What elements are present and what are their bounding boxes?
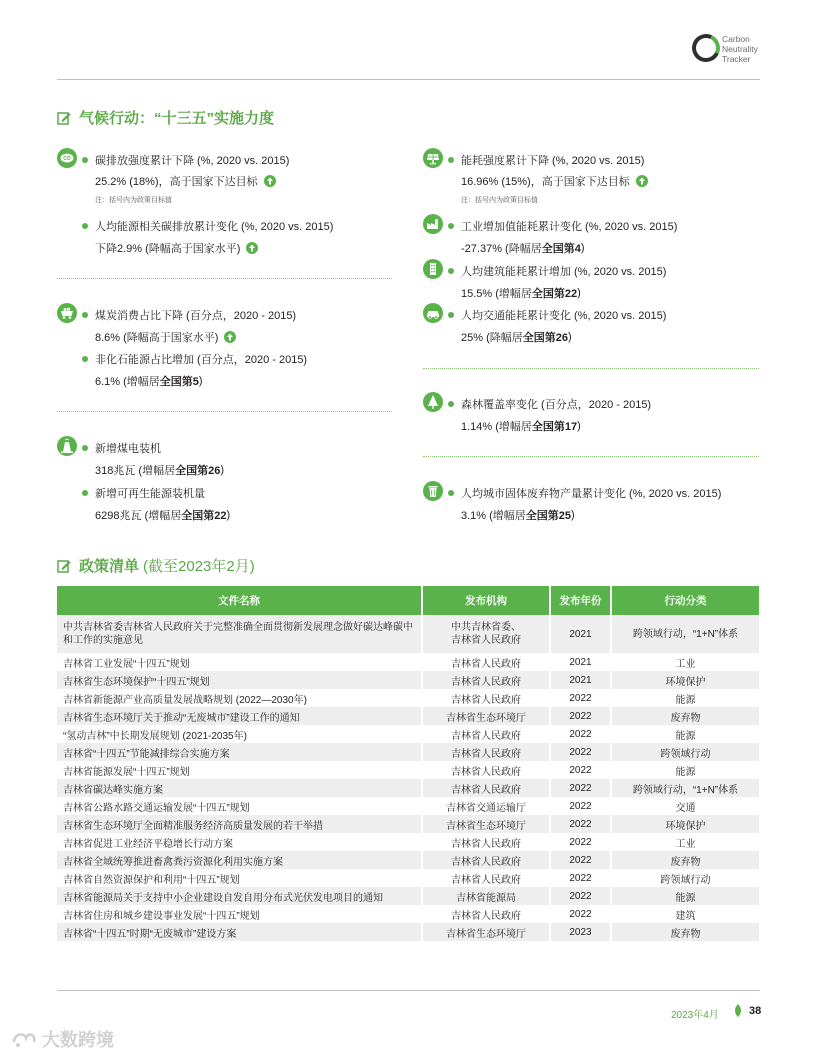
transport-energy-value: 25% (降幅居 全国第26 ) bbox=[461, 331, 572, 344]
non-fossil-share-label: 非化石能源占比增加 (百分点，2020 - 2015) bbox=[82, 351, 307, 367]
watermark-logo-icon bbox=[10, 1028, 38, 1050]
policy-target-note: 注：括号内为政策目标值 bbox=[95, 197, 172, 204]
table-row bbox=[57, 615, 759, 653]
industry-energy-label: 工业增加值能耗累计变化 (%, 2020 vs. 2015) bbox=[448, 218, 677, 234]
cell-category: 废弃物 bbox=[612, 851, 759, 869]
energy-co2-per-capita-label: 人均能源相关碳排放累计变化 (%, 2020 vs. 2015) bbox=[82, 218, 333, 234]
coal-share-value: 8.6% (降幅高于国家水平) bbox=[95, 329, 236, 345]
edit-note-icon bbox=[57, 559, 71, 573]
brand-line-1: Carbon bbox=[722, 34, 750, 44]
cell-category: 能源 bbox=[612, 689, 759, 707]
table-row bbox=[57, 923, 759, 941]
cell-year: 2021 bbox=[551, 671, 612, 689]
cell-category: 建筑 bbox=[612, 905, 759, 923]
table-row bbox=[57, 653, 759, 671]
cell-year: 2022 bbox=[551, 779, 612, 797]
cell-issuer: 吉林省生态环境厅 bbox=[423, 923, 551, 941]
cell-issuer: 吉林省生态环境厅 bbox=[423, 815, 551, 833]
bullet-icon bbox=[82, 490, 88, 496]
table-row bbox=[57, 743, 759, 761]
cell-year: 2021 bbox=[551, 653, 612, 671]
trash-bin-icon bbox=[423, 481, 443, 501]
energy-co2-per-capita-value: 下降2.9% (降幅高于国家水平) bbox=[95, 240, 258, 256]
svg-text:CO: CO bbox=[63, 156, 71, 162]
cell-issuer: 吉林省人民政府 bbox=[423, 869, 551, 887]
header-category: 行动分类 bbox=[612, 586, 759, 615]
building-energy-value: 15.5% (增幅居 全国第22 ) bbox=[461, 287, 581, 300]
cell-document-name: 吉林省工业发展“十四五”规划 bbox=[57, 653, 423, 671]
arrow-up-icon bbox=[636, 175, 648, 187]
bullet-icon bbox=[448, 401, 454, 407]
bullet-icon bbox=[82, 445, 88, 451]
dotted-divider bbox=[57, 278, 392, 279]
bullet-icon bbox=[448, 490, 454, 496]
energy-intensity-label: 能耗强度累计下降 (%, 2020 vs. 2015) bbox=[448, 152, 644, 168]
cell-issuer: 吉林省人民政府 bbox=[423, 725, 551, 743]
cell-issuer: 吉林省交通运输厅 bbox=[423, 797, 551, 815]
table-row bbox=[57, 869, 759, 887]
cell-year: 2022 bbox=[551, 887, 612, 905]
watermark-text: 大数跨境 bbox=[42, 1030, 114, 1050]
bullet-icon bbox=[448, 157, 454, 163]
cell-category: 跨领域行动 bbox=[612, 869, 759, 887]
table-row bbox=[57, 905, 759, 923]
cell-category: 跨领域行动 bbox=[612, 743, 759, 761]
cell-document-name: “氢动吉林”中长期发展规划 (2021-2035年) bbox=[57, 725, 423, 743]
cell-category: 能源 bbox=[612, 761, 759, 779]
cell-document-name: 吉林省生态环境厅全面精准服务经济高质量发展的若干举措 bbox=[57, 815, 423, 833]
non-fossil-share-value: 6.1% (增幅居 全国第5 ) bbox=[95, 375, 203, 388]
cell-document-name: 吉林省公路水路交通运输发展“十四五”规划 bbox=[57, 797, 423, 815]
table-row bbox=[57, 779, 759, 797]
cell-category: 跨领域行动，“1+N”体系 bbox=[612, 779, 759, 797]
forest-cover-label: 森林覆盖率变化 (百分点，2020 - 2015) bbox=[448, 396, 651, 412]
header-document-name: 文件名称 bbox=[57, 586, 423, 615]
cell-year: 2022 bbox=[551, 833, 612, 851]
table-row bbox=[57, 815, 759, 833]
cell-category: 废弃物 bbox=[612, 707, 759, 725]
cell-year: 2023 bbox=[551, 923, 612, 941]
arrow-up-icon bbox=[246, 242, 258, 254]
footer-date: 2023年4月 bbox=[671, 1010, 719, 1021]
bullet-icon bbox=[448, 312, 454, 318]
cell-document-name: 吉林省能源发展“十四五”规划 bbox=[57, 761, 423, 779]
dotted-divider bbox=[57, 411, 392, 412]
cell-category: 跨领域行动，“1+N”体系 bbox=[612, 615, 759, 653]
cell-category: 能源 bbox=[612, 887, 759, 905]
cell-document-name: 吉林省新能源产业高质量发展战略规划 (2022—2030年) bbox=[57, 689, 423, 707]
cell-issuer: 中共吉林省委、 吉林省人民政府 bbox=[423, 615, 551, 653]
cell-issuer: 吉林省人民政府 bbox=[423, 653, 551, 671]
policy-target-note: 注：括号内为政策目标值 bbox=[461, 197, 538, 204]
car-icon bbox=[423, 303, 443, 323]
table-row bbox=[57, 671, 759, 689]
cell-year: 2021 bbox=[551, 615, 612, 653]
section-title-policy-list bbox=[57, 555, 255, 576]
cell-document-name: 吉林省全域统筹推进畜禽粪污资源化利用实施方案 bbox=[57, 851, 423, 869]
section-subtitle: (截至2023年2月) bbox=[143, 558, 255, 575]
bullet-icon bbox=[82, 312, 88, 318]
bullet-icon bbox=[82, 223, 88, 229]
edit-note-icon bbox=[57, 111, 71, 125]
coal-cart-icon bbox=[57, 303, 77, 323]
cell-issuer: 吉林省人民政府 bbox=[423, 833, 551, 851]
cell-issuer: 吉林省生态环境厅 bbox=[423, 707, 551, 725]
table-row bbox=[57, 833, 759, 851]
new-coal-power-value: 318兆瓦 (增幅居 全国第26 ) bbox=[95, 464, 224, 477]
cell-issuer: 吉林省人民政府 bbox=[423, 689, 551, 707]
footer-divider bbox=[57, 990, 760, 991]
cell-issuer: 吉林省能源局 bbox=[423, 887, 551, 905]
factory-icon bbox=[423, 214, 443, 234]
carbon-intensity-value: 25.2% (18%)，高于国家下达目标 bbox=[95, 173, 276, 189]
cell-document-name: 中共吉林省委吉林省人民政府关于完整准确全面贯彻新发展理念做好碳达峰碳中和工作的实施意见 bbox=[57, 615, 423, 653]
dotted-divider bbox=[423, 368, 759, 369]
new-renewable-value: 6298兆瓦 (增幅居 全国第22 ) bbox=[95, 509, 231, 522]
table-row bbox=[57, 887, 759, 905]
power-plant-icon bbox=[57, 436, 77, 456]
carbon-intensity-label: 碳排放强度累计下降 (%, 2020 vs. 2015) bbox=[82, 152, 289, 168]
table-header-row bbox=[57, 586, 759, 615]
cell-year: 2022 bbox=[551, 743, 612, 761]
cell-issuer: 吉林省人民政府 bbox=[423, 743, 551, 761]
cell-year: 2022 bbox=[551, 725, 612, 743]
building-icon bbox=[423, 259, 443, 279]
bullet-icon bbox=[448, 223, 454, 229]
cell-year: 2022 bbox=[551, 689, 612, 707]
table-row bbox=[57, 851, 759, 869]
cell-year: 2022 bbox=[551, 869, 612, 887]
arrow-up-icon bbox=[264, 175, 276, 187]
brand-logo-icon bbox=[688, 30, 724, 66]
new-renewable-label: 新增可再生能源装机量 bbox=[82, 485, 205, 501]
bullet-icon bbox=[82, 356, 88, 362]
table-row bbox=[57, 707, 759, 725]
solid-waste-label: 人均城市固体废弃物产量累计变化 (%, 2020 vs. 2015) bbox=[448, 485, 721, 501]
cell-category: 工业 bbox=[612, 653, 759, 671]
cell-document-name: 吉林省自然资源保护和利用“十四五”规划 bbox=[57, 869, 423, 887]
cell-year: 2022 bbox=[551, 905, 612, 923]
co2-icon bbox=[57, 148, 77, 168]
cell-issuer: 吉林省人民政府 bbox=[423, 671, 551, 689]
cell-category: 环境保护 bbox=[612, 671, 759, 689]
table-row bbox=[57, 725, 759, 743]
watermark bbox=[10, 1026, 114, 1052]
cell-category: 能源 bbox=[612, 725, 759, 743]
cell-issuer: 吉林省人民政府 bbox=[423, 779, 551, 797]
cell-category: 废弃物 bbox=[612, 923, 759, 941]
brand-line-2: Neutrality bbox=[722, 44, 758, 54]
arrow-up-icon bbox=[224, 331, 236, 343]
header-year: 发布年份 bbox=[551, 586, 612, 615]
cell-category: 交通 bbox=[612, 797, 759, 815]
header-issuer: 发布机构 bbox=[423, 586, 551, 615]
cell-year: 2022 bbox=[551, 851, 612, 869]
cell-category: 环境保护 bbox=[612, 815, 759, 833]
cell-document-name: 吉林省生态环境保护“十四五”规划 bbox=[57, 671, 423, 689]
section-title-climate-action bbox=[57, 107, 274, 128]
solar-panel-icon bbox=[423, 148, 443, 168]
cell-year: 2022 bbox=[551, 815, 612, 833]
page-number: 38 bbox=[749, 1005, 762, 1017]
bullet-icon bbox=[82, 157, 88, 163]
industry-energy-value: -27.37% (降幅居 全国第4 ) bbox=[461, 242, 585, 255]
brand-name bbox=[722, 34, 758, 64]
forest-cover-value: 1.14% (增幅居 全国第17 ) bbox=[461, 420, 581, 433]
new-coal-power-label: 新增煤电装机 bbox=[82, 440, 161, 456]
section-title-text: 政策清单 bbox=[79, 558, 140, 575]
brand-line-3: Tracker bbox=[722, 54, 751, 64]
table-row bbox=[57, 761, 759, 779]
cell-issuer: 吉林省人民政府 bbox=[423, 851, 551, 869]
cell-document-name: 吉林省“十四五”节能减排综合实施方案 bbox=[57, 743, 423, 761]
solid-waste-value: 3.1% (增幅居 全国第25 ) bbox=[461, 509, 575, 522]
coal-share-label: 煤炭消费占比下降 (百分点，2020 - 2015) bbox=[82, 307, 296, 323]
cell-year: 2022 bbox=[551, 707, 612, 725]
cell-document-name: 吉林省碳达峰实施方案 bbox=[57, 779, 423, 797]
cell-year: 2022 bbox=[551, 797, 612, 815]
cell-document-name: 吉林省促进工业经济平稳增长行动方案 bbox=[57, 833, 423, 851]
cell-document-name: 吉林省住房和城乡建设事业发展“十四五”规划 bbox=[57, 905, 423, 923]
cell-document-name: 吉林省“十四五”时期“无废城市”建设方案 bbox=[57, 923, 423, 941]
cell-document-name: 吉林省生态环境厅关于推动“无废城市”建设工作的通知 bbox=[57, 707, 423, 725]
dotted-divider bbox=[423, 456, 759, 457]
cell-issuer: 吉林省人民政府 bbox=[423, 905, 551, 923]
cell-issuer: 吉林省人民政府 bbox=[423, 761, 551, 779]
energy-intensity-value: 16.96% (15%)，高于国家下达目标 bbox=[461, 173, 648, 189]
cell-year: 2022 bbox=[551, 761, 612, 779]
leaf-icon bbox=[734, 1004, 742, 1017]
table-row bbox=[57, 689, 759, 707]
building-energy-label: 人均建筑能耗累计增加 (%, 2020 vs. 2015) bbox=[448, 263, 666, 279]
cell-document-name: 吉林省能源局关于支持中小企业建设自发自用分布式光伏发电项目的通知 bbox=[57, 887, 423, 905]
bullet-icon bbox=[448, 268, 454, 274]
table-row bbox=[57, 797, 759, 815]
cell-category: 工业 bbox=[612, 833, 759, 851]
tree-icon bbox=[423, 392, 443, 412]
header-divider bbox=[57, 79, 760, 80]
policy-table bbox=[57, 586, 759, 941]
policy-table-body bbox=[57, 615, 759, 941]
section-title-text: 气候行动：“十三五”实施力度 bbox=[79, 110, 275, 127]
transport-energy-label: 人均交通能耗累计变化 (%, 2020 vs. 2015) bbox=[448, 307, 666, 323]
